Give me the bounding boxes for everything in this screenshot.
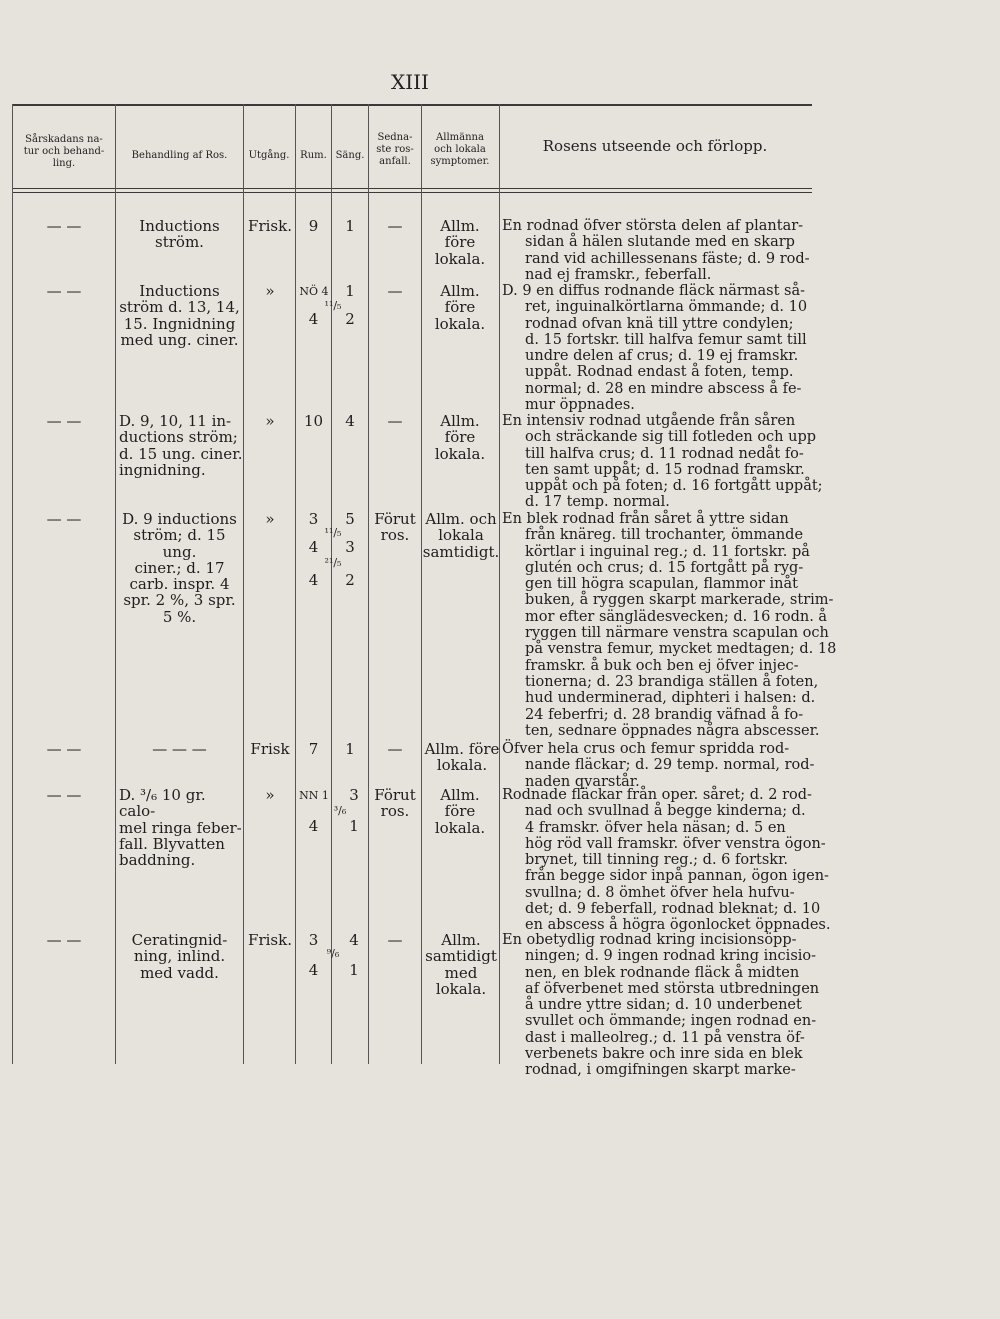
row-course: En rodnad öfver största delen af plantar- sidan å hälen slutande med en skarp rand vid achillessenans fäste; d. 9 rod- nad ej framskr., feberfall. — [502, 218, 810, 283]
header-rule-2 — [12, 192, 812, 193]
col-divider — [243, 104, 244, 1064]
row-last-attack: — — [387, 217, 403, 235]
row-nature: — — — [46, 412, 82, 430]
row-nature: — — — [46, 740, 82, 758]
row-nature: — — — [46, 510, 82, 528]
row-room-date: ¹¹/₅ — [324, 299, 342, 312]
row-symptoms: Allm. och lokala samtidigt. — [422, 510, 500, 561]
col-divider — [499, 104, 500, 1064]
row-nature: — — — [46, 931, 82, 949]
header-treatment: Behandling af Ros. — [131, 150, 228, 161]
row-course: D. 9 en diffus rodnande fläck närmast så- ret, inguinalkörtlarna ömmande; d. 10 rodnad ofvan knä till yttre condylen; d. 15 fortskr. till halfva femur samt till undre delen af crus; d. 19 ej framskr. uppåt. Rodnad endast å foten, temp. normal; d. 28 en mindre abscess å fe- mur öppnades. — [502, 283, 808, 414]
row-last-attack: — — [387, 282, 403, 300]
row-bed-next: 2 — [345, 310, 355, 328]
col-divider — [12, 104, 13, 1064]
row-symptoms: Allm. före lokala. — [434, 282, 486, 333]
row-last-attack: Förut ros. — [374, 510, 416, 545]
row-bed: 1 — [345, 217, 355, 235]
row-outcome: » — [265, 510, 275, 528]
row-treatment: Inductions ström. — [139, 217, 220, 252]
row-symptoms: Allm. före lokala. — [434, 786, 486, 837]
header-rule — [12, 188, 812, 189]
header-nature: Sårskadans na- tur och behand- ling. — [23, 134, 105, 169]
row-room: 3 — [308, 510, 319, 528]
row-room-next: 4 — [308, 817, 319, 835]
row-nature: — — — [46, 282, 82, 300]
row-symptoms: Allm. före lokala. — [434, 412, 486, 463]
row-room-next: 4 — [308, 538, 319, 556]
row-bed-next: 1 — [349, 961, 359, 979]
row-treatment: D. ³/₆ 10 gr. calo- mel ringa feber- fall. Blyvatten baddning. — [119, 786, 242, 870]
header-last-attack: Sedna- ste ros- anfall. — [376, 132, 414, 167]
row-room-next: 4 — [308, 310, 319, 328]
row-outcome: Frisk — [250, 740, 290, 758]
header-bed: Säng. — [335, 150, 365, 161]
row-bed: 3 — [349, 786, 359, 804]
row-room-date: ⁹/₆ — [326, 947, 340, 960]
row-course: Öfver hela crus och femur spridda rod- nande fläckar; d. 29 temp. normal, rod- naden qvarstår. — [502, 741, 815, 790]
row-symptoms: Allm. före lokala. — [434, 217, 486, 268]
row-room-next: 4 — [308, 571, 319, 589]
row-course: En intensiv rodnad utgående från såren och sträckande sig till fotleden och upp till halfva crus; d. 11 rodnad nedåt fo- ten samt uppåt; d. 15 rodnad framskr. uppåt och på foten; d. 16 fortgått uppåt; d. 17 temp. normal. — [502, 413, 823, 511]
row-bed: 4 — [349, 931, 359, 949]
row-treatment: Inductions ström d. 13, 14, 15. Ingnidning med ung. ciner. — [119, 282, 240, 349]
row-room-next: 4 — [308, 961, 319, 979]
page-number: XIII — [391, 70, 429, 94]
row-course: En obetydlig rodnad kring incisionsöpp- ningen; d. 9 ingen rodnad kring incisio- nen, en blek rodnande fläck å midten af öfverbenet med största utbredningen å undre yttre sidan; d. 10 underbenet svullet och ömmande; ingen rodnad en- dast i malleolreg.; d. 11 på venstra öf- verbenets bakre och inre sida en blek rodnad, i omgifningen skarpt marke- — [502, 932, 820, 1079]
header-room: Rum. — [300, 150, 327, 161]
row-room: NN 1 — [299, 789, 329, 802]
row-course: En blek rodnad från såret å yttre sidan från knäreg. till trochanter, ömmande körtlar i inguinal reg.; d. 11 fortskr. på glutén och crus; d. 15 fortgått på ryg- gen till högra scapulan, flammor inåt buken, å ryggen skarpt markerade, strim- mor efter sänglädesvecken; d. 16 rodn. å ryggen till närmare venstra scapulan och på venstra femur, mycket medtagen; d. 18 framskr. å buk och ben ej öfver injec- tionerna; d. 23 brandiga ställen å foten, hud underminerad, diphteri i halsen: d. 24 feberfri; d. 28 brandig väfnad å fo- ten, sednare öppnades några abscesser. — [502, 511, 837, 739]
row-treatment: D. 9 inductions ström; d. 15 ung. ciner.; d. 17 carb. inspr. 4 spr. 2 %, 3 spr. 5 %. — [122, 510, 237, 626]
row-outcome: Frisk. — [248, 931, 292, 949]
col-divider — [368, 104, 369, 1064]
row-room: 9 — [308, 217, 319, 235]
row-treatment: — — — — [152, 740, 207, 758]
row-bed: 5 — [345, 510, 355, 528]
top-rule — [12, 104, 812, 106]
row-room: 3 — [308, 931, 319, 949]
row-bed: 1 — [345, 740, 355, 758]
col-divider — [115, 104, 116, 1064]
row-room: NÖ 4 — [299, 285, 329, 298]
header-outcome: Utgång. — [248, 150, 290, 161]
row-nature: — — — [46, 217, 82, 235]
header-course: Rosens utseende och förlopp. — [542, 137, 768, 155]
row-bed: 1 — [345, 282, 355, 300]
row-last-attack: — — [387, 740, 403, 758]
row-outcome: Frisk. — [248, 217, 292, 235]
row-bed-next: 2 — [345, 571, 355, 589]
row-last-attack: Förut ros. — [374, 786, 416, 821]
row-treatment: D. 9, 10, 11 in- ductions ström; d. 15 ung. ciner. ingnidning. — [119, 412, 243, 479]
row-treatment: Ceratingnid- ning, inlind. med vadd. — [131, 931, 228, 982]
row-bed: 4 — [345, 412, 355, 430]
row-course: Rodnade fläckar från oper. såret; d. 2 rod- nad och svullnad å begge kinderna; d. 4 framskr. öfver hela näsan; d. 5 en hög röd vall framskr. öfver venstra ögon- brynet, till tinning reg.; d. 6 fortskr. från begge sidor inpå pannan, ögon igen- svullna; d. 8 ömhet öfver hela hufvu- det; d. 9 feberfall, rodnad bleknat; d. 10 en abscess å högra ögonlocket öppnades. — [502, 787, 831, 934]
row-room-date: ¹¹/₅ — [324, 526, 342, 539]
row-nature: — — — [46, 786, 82, 804]
row-outcome: » — [265, 786, 275, 804]
row-last-attack: — — [387, 931, 403, 949]
row-bed-next: 1 — [349, 817, 359, 835]
row-outcome: » — [265, 412, 275, 430]
row-room: 10 — [303, 412, 324, 430]
header-symptoms: Allmänna och lokala symptomer. — [430, 132, 490, 167]
row-last-attack: — — [387, 412, 403, 430]
row-symptoms: Allm. samtidigt med lokala. — [425, 931, 497, 998]
row-bed-next: 3 — [345, 538, 355, 556]
row-outcome: » — [265, 282, 275, 300]
row-symptoms: Allm. före lokala. — [424, 740, 500, 775]
row-room: 7 — [308, 740, 319, 758]
row-room-date: ³/₆ — [333, 804, 347, 817]
row-room-date: ²¹/₅ — [324, 556, 342, 569]
